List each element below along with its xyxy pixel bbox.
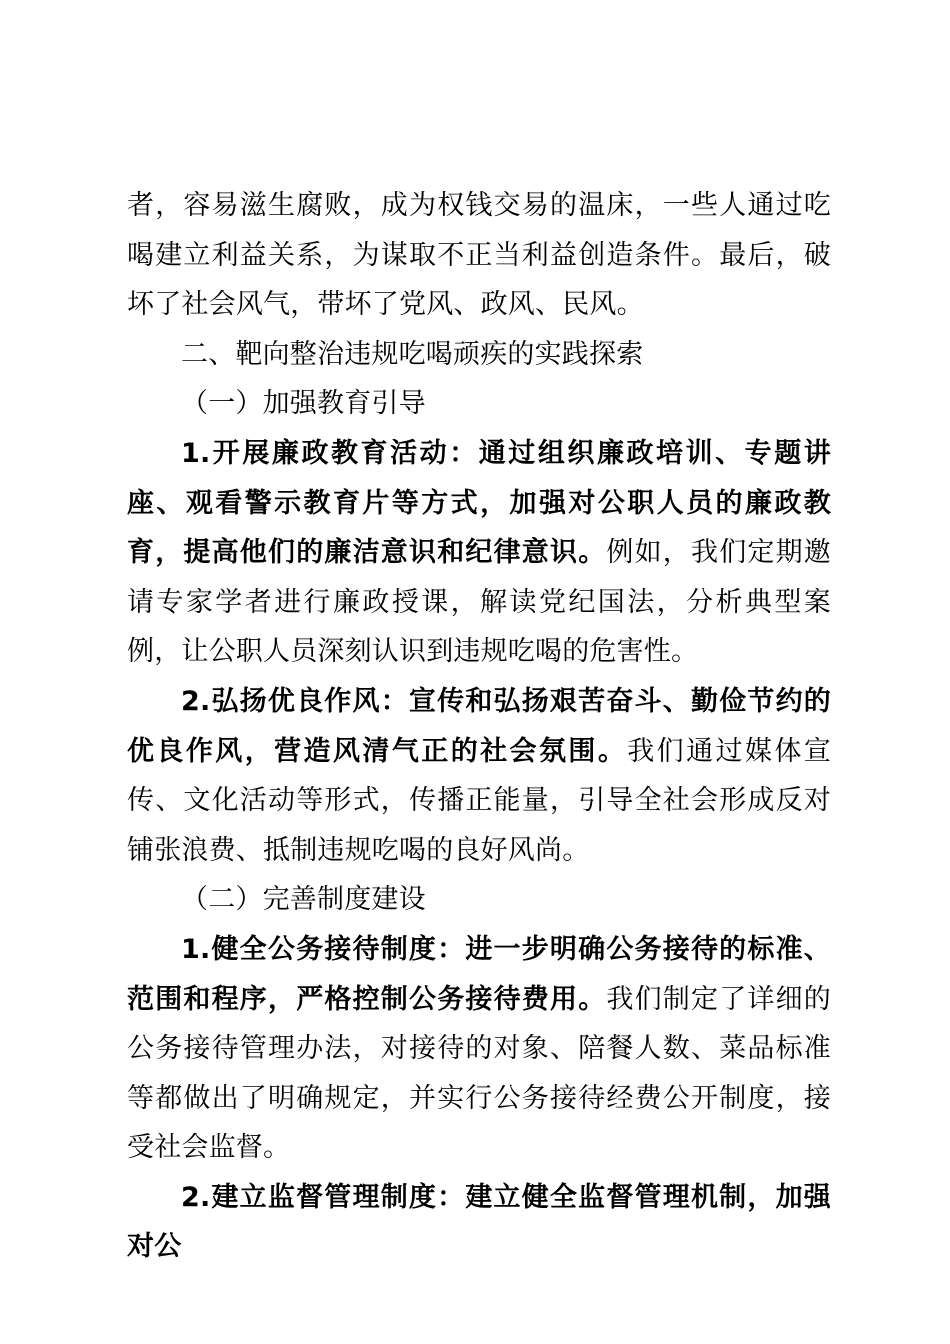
bold-lead: 看警示教育片等方式，加强对公职人员的廉政教育，提高他们 [127,487,831,569]
line: 我们制定了详细的公务接待 [127,983,832,1065]
bold-lead: 1.健全公务接待制度：进一步明确公务接待的标准、范围 [127,933,831,1015]
line: 违规吃喝的良好风尚。 [317,834,590,866]
paragraph-harm-continued [127,181,831,330]
section-heading: 二、靶向整治违规吃喝顽疾的实践探索 [181,338,644,370]
document-page [127,181,831,1272]
bold-lead: 2.弘扬优良作风：宣传和弘扬艰苦奋斗、勤俭节约的优良 [127,685,831,767]
line: 我们通过媒体宣传、文化活 [127,735,832,817]
bold-lead: 的廉洁意识和纪律意识。 [296,537,607,569]
paragraph-supervision-system [127,1173,831,1272]
subsection-heading-education: （一）加强教育引导 [181,388,426,420]
line: 者，容易滋生腐败，成为权钱交易的温床，一些人通过吃喝建 [127,190,831,271]
bold-lead: 2.建立监督管理制度：建立健全监督管理机制，加强对公 [127,1181,831,1263]
line: 到违规吃喝的危害性。 [426,636,699,668]
paragraph-integrity-education [127,429,831,677]
bold-lead: 1.开展廉政教育活动：通过组织廉政培训、专题讲座、观 [127,437,831,519]
subsection-heading-system: （二）完善制度建设 [181,884,426,916]
line: 立利益关系，为谋取不正当利益创造条件。最后，破坏了社会 [127,239,831,321]
bold-lead: 作风，营造风清气正的社会氛围。 [185,735,628,767]
line: 确规定，并实行公务接待经费公开制度，接受社会监督。 [127,1082,831,1164]
line: 动等形式，传播正能量，引导全社会形成反对铺张浪费、抵制 [127,785,831,866]
paragraph-reception-system [127,925,831,1173]
line: 政授课，解读党纪国法，分析典型案例，让公职人员深刻认识 [127,586,831,668]
line: 例如，我们定期邀请专家学者进行廉 [127,537,832,618]
line: 管理办法，对接待的对象、陪餐人数、菜品标准等都做出了明 [127,1033,831,1114]
line: 风气，带坏了党风、政风、民风。 [235,289,644,321]
bold-lead: 和程序，严格控制公务接待费用。 [183,983,607,1015]
paragraph-fine-style [127,677,831,875]
